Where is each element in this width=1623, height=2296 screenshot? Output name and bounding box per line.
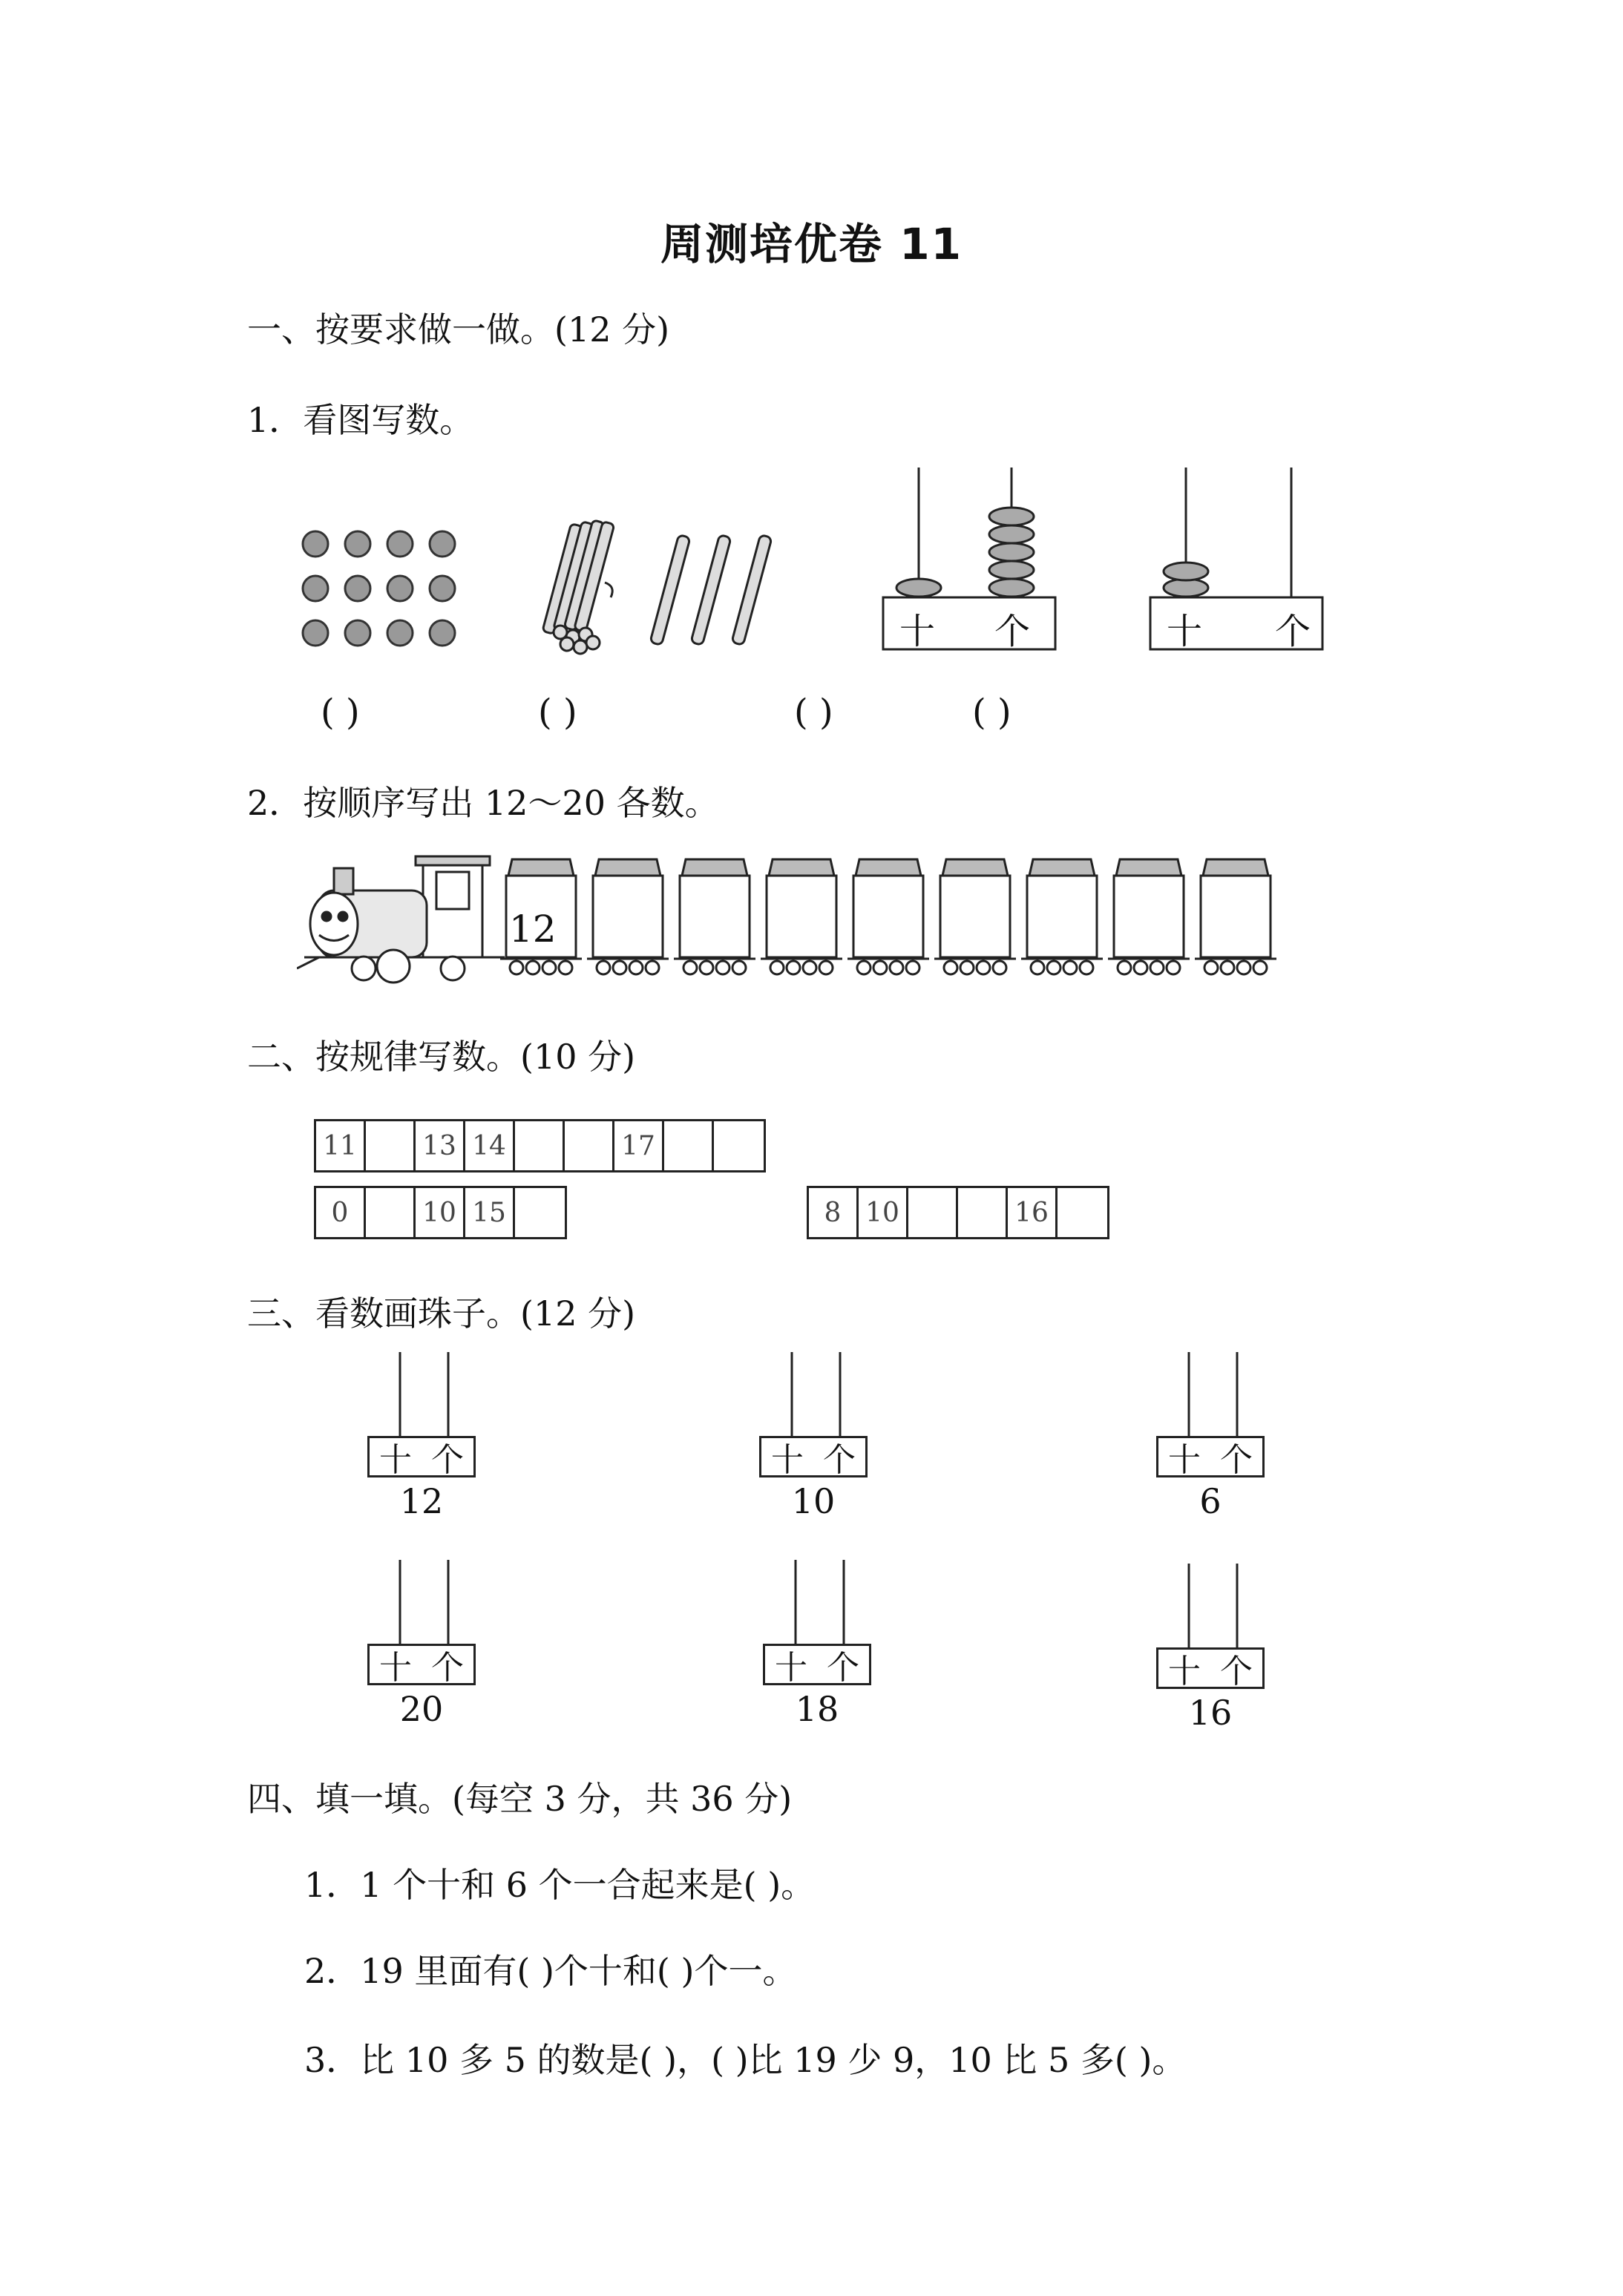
tens-label: 十 xyxy=(379,1649,412,1687)
seq-cell: 11 xyxy=(316,1121,366,1170)
bead xyxy=(989,579,1034,597)
seq-cell: 17 xyxy=(614,1121,664,1170)
ones-label: 个 xyxy=(827,1649,859,1687)
ones-label: 个 xyxy=(431,1649,464,1687)
abacus-a-ones-label: 个 xyxy=(994,611,1031,652)
bead xyxy=(989,543,1034,561)
section4-heading: 四、填一填。(每空 3 分，共 36 分) xyxy=(247,1779,793,1819)
bead xyxy=(896,579,941,597)
ones-label: 个 xyxy=(823,1441,856,1479)
bead-abacus[interactable] xyxy=(1154,1351,1273,1521)
answer-blank-3[interactable]: ( ) xyxy=(794,692,833,733)
abacus-target-number: 20 xyxy=(399,1689,444,1729)
abacus-b-tens-label: 十 xyxy=(1167,611,1203,652)
train-car[interactable] xyxy=(674,859,755,974)
answer-blank-1[interactable]: ( ) xyxy=(321,692,360,733)
abacus-target-number: 18 xyxy=(795,1689,839,1729)
seq-cell[interactable] xyxy=(958,1188,1008,1237)
tens-label: 十 xyxy=(1168,1441,1201,1479)
train-car[interactable] xyxy=(587,859,669,974)
train-car[interactable] xyxy=(1195,859,1276,974)
ones-label: 个 xyxy=(431,1441,464,1479)
section1-heading: 一、按要求做一做。(12 分) xyxy=(247,309,670,350)
abacus-label-box xyxy=(1156,1647,1265,1689)
fill-question-2: 2．19 里面有( )个十和( )个一。 xyxy=(304,1951,797,1991)
seq-cell[interactable] xyxy=(366,1121,416,1170)
abacus-label-box xyxy=(1156,1436,1265,1477)
sequence-row-2a xyxy=(314,1186,567,1239)
abacus-target-number: 10 xyxy=(791,1481,836,1521)
seq-cell[interactable] xyxy=(565,1121,614,1170)
stick-bundle xyxy=(542,520,614,654)
answer-blank-2[interactable]: ( ) xyxy=(538,692,577,733)
ones-label: 个 xyxy=(1220,1441,1253,1479)
abacus-a-tens-label: 十 xyxy=(899,611,936,652)
seq-cell[interactable] xyxy=(366,1188,416,1237)
seq-cell[interactable] xyxy=(714,1121,764,1170)
bead-abacus[interactable] xyxy=(365,1351,484,1521)
bead xyxy=(989,508,1034,525)
seq-cell: 8 xyxy=(809,1188,859,1237)
seq-cell: 10 xyxy=(416,1188,465,1237)
bead-abacus[interactable] xyxy=(365,1558,484,1729)
page-title: 周测培优卷 11 xyxy=(660,219,963,269)
seq-cell[interactable] xyxy=(908,1188,958,1237)
train-figure xyxy=(297,846,1276,987)
abacus-label-box xyxy=(367,1644,476,1685)
train-car[interactable] xyxy=(1021,859,1103,974)
fill-question-3: 3．比 10 多 5 的数是( )，( )比 19 少 9，10 比 5 多( )。 xyxy=(304,2040,1187,2080)
bead-abacus[interactable] xyxy=(757,1351,876,1521)
train-car[interactable] xyxy=(1108,859,1190,974)
abacus-target-number: 16 xyxy=(1188,1693,1233,1733)
tens-label: 十 xyxy=(1168,1653,1201,1690)
bead-abacus[interactable] xyxy=(1154,1562,1273,1733)
fill-question-1: 1．1 个十和 6 个一合起来是( )。 xyxy=(304,1865,816,1905)
dots-figure xyxy=(293,523,471,657)
seq-cell: 0 xyxy=(316,1188,366,1237)
abacus-target-number: 6 xyxy=(1199,1481,1222,1521)
seq-cell[interactable] xyxy=(515,1121,565,1170)
section2-heading: 二、按规律写数。(10 分) xyxy=(247,1037,636,1077)
sequence-row-1 xyxy=(314,1119,766,1172)
bead-abacus[interactable] xyxy=(761,1558,879,1729)
seq-cell: 14 xyxy=(465,1121,515,1170)
abacus-label-box xyxy=(759,1436,868,1477)
bead xyxy=(1164,562,1208,580)
locomotive xyxy=(297,856,494,983)
sequence-row-2b xyxy=(807,1186,1109,1239)
section3-heading: 三、看数画珠子。(12 分) xyxy=(247,1293,636,1334)
seq-cell: 13 xyxy=(416,1121,465,1170)
q2-label: 2．按顺序写出 12～20 各数。 xyxy=(247,783,719,823)
seq-cell[interactable] xyxy=(664,1121,714,1170)
abacus-target-number: 12 xyxy=(399,1481,444,1521)
train-car[interactable] xyxy=(934,859,1016,974)
bead xyxy=(989,561,1034,579)
seq-cell: 10 xyxy=(859,1188,908,1237)
seq-cell[interactable] xyxy=(515,1188,565,1237)
abacus-label-box xyxy=(763,1644,871,1685)
seq-cell: 16 xyxy=(1008,1188,1058,1237)
bead xyxy=(1164,579,1208,597)
train-car[interactable] xyxy=(847,859,929,974)
abacus-label-box xyxy=(367,1436,476,1477)
abacus-b-ones-label: 个 xyxy=(1275,611,1311,652)
ones-label: 个 xyxy=(1220,1653,1253,1690)
tens-label: 十 xyxy=(775,1649,807,1687)
answer-blank-4[interactable]: ( ) xyxy=(972,692,1011,733)
q1-label: 1．看图写数。 xyxy=(247,400,474,440)
seq-cell: 15 xyxy=(465,1188,515,1237)
tens-label: 十 xyxy=(771,1441,804,1479)
seq-cell[interactable] xyxy=(1058,1188,1107,1237)
tens-label: 十 xyxy=(379,1441,412,1479)
train-car[interactable] xyxy=(761,859,842,974)
bead xyxy=(989,525,1034,543)
first-car-number: 12 xyxy=(509,908,557,951)
sticks-figure xyxy=(534,512,794,660)
